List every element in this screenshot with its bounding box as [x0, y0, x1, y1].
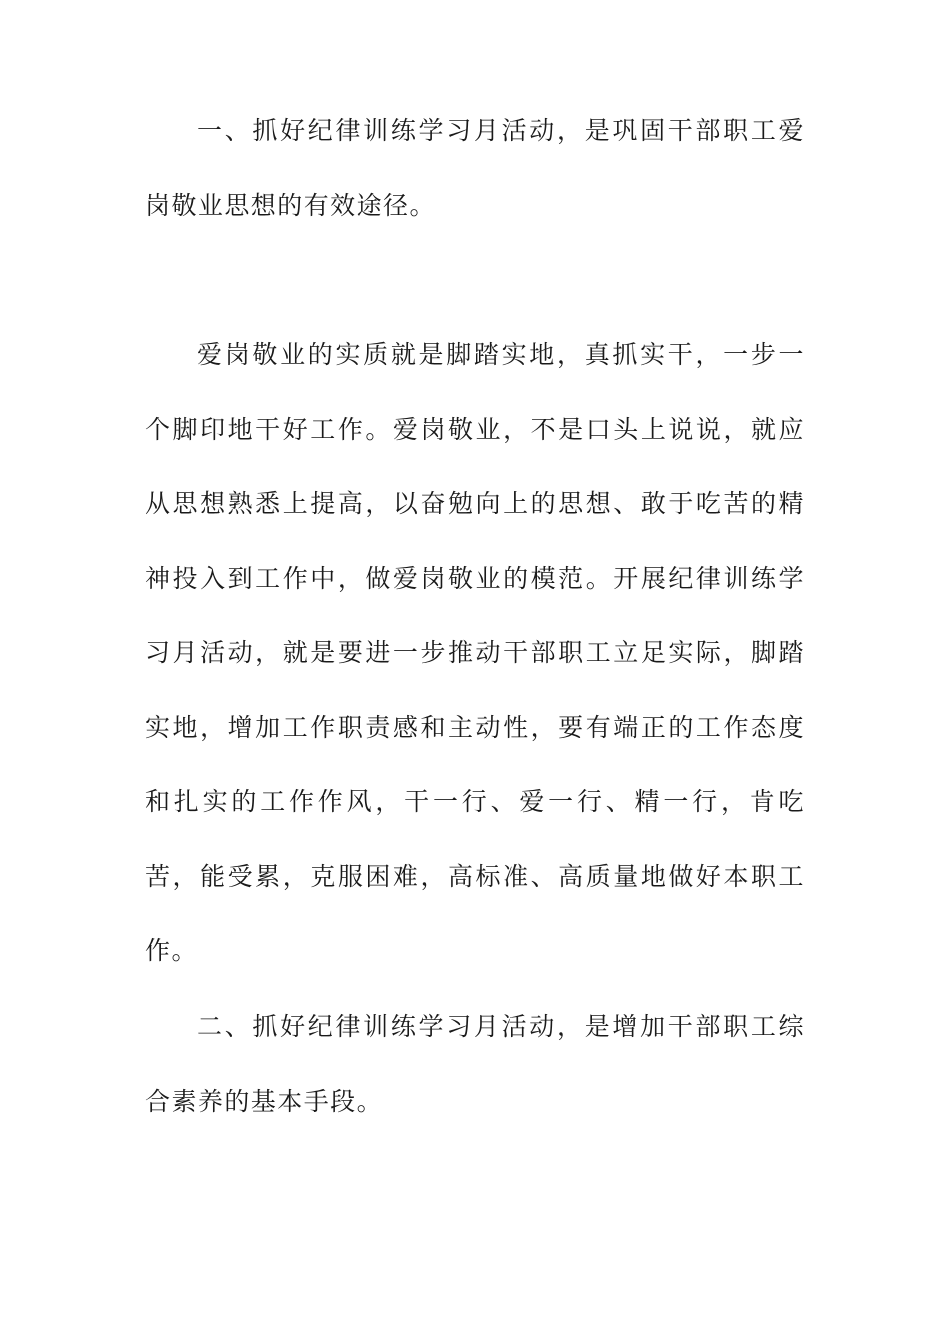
- section-heading-2: 二、抓好纪律训练学习月活动，是增加干部职工综合素养的基本手段。: [145, 1012, 805, 1116]
- body-paragraph: 爱岗敬业的实质就是脚踏实地，真抓实干，一步一个脚印地干好工作。爱岗敬业，不是口头上说说，就应从思想熟悉上提高，以奋勉向上的思想、敢于吃苦的精神投入到工作中，做爱岗敬业的模范。开展纪律训练学习月活动，就是要进一步推动干部职工立足实际，脚踏实地，增加工作职责感和主动性，要有端正的工作态度和扎实的工作作风，干一行、爱一行、精一行，肯吃苦，能受累，克服困难，高标准、高质量地做好本职工作。: [145, 340, 805, 965]
- section-heading-1: 一、抓好纪律训练学习月活动，是巩固干部职工爱岗敬业思想的有效途径。: [145, 116, 805, 220]
